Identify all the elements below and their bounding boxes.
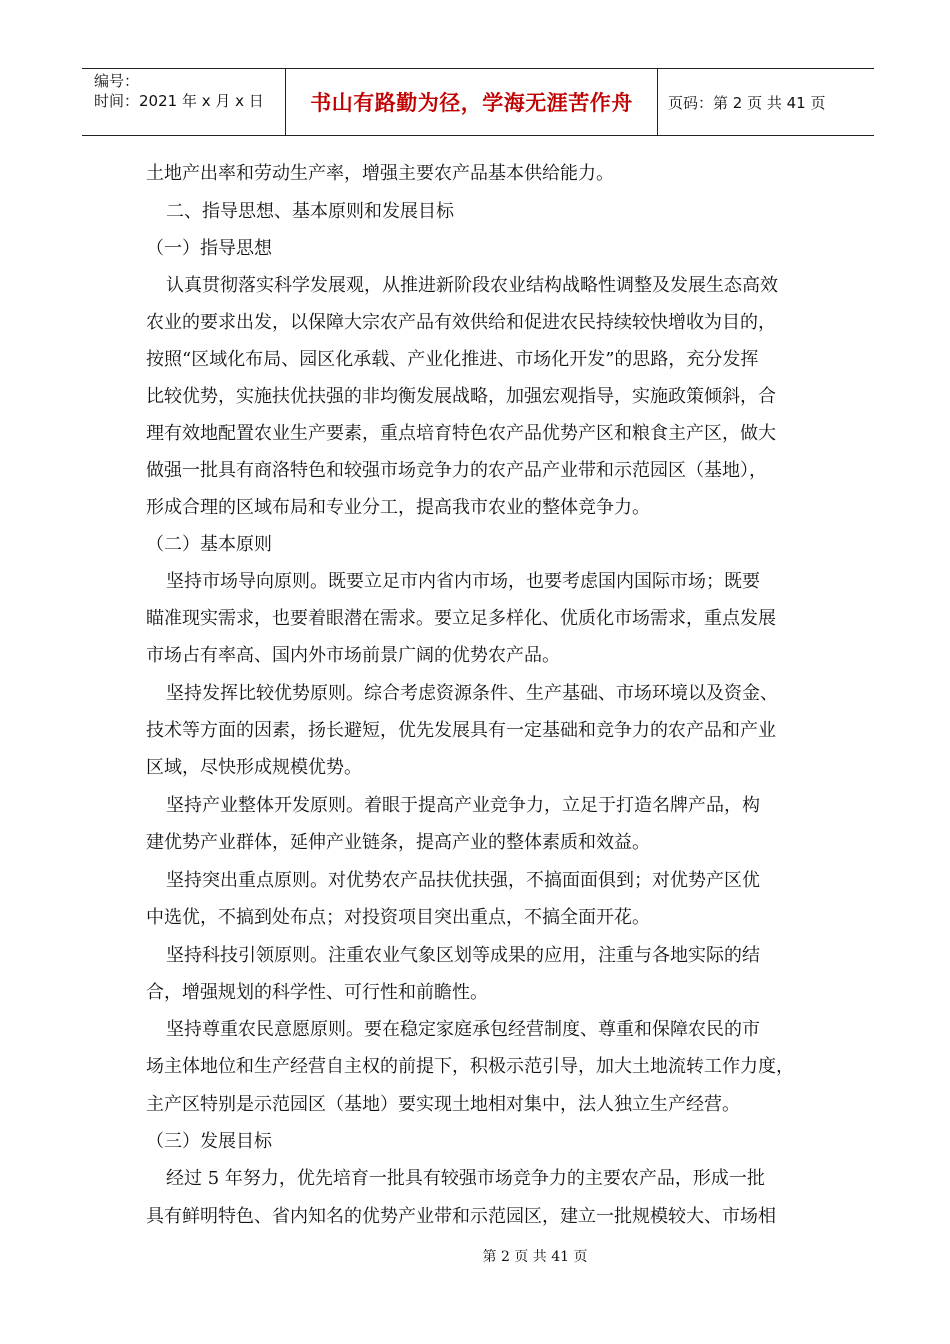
body-line: 坚持尊重农民意愿原则。要在稳定家庭承包经营制度、尊重和保障农民的市 [166, 1019, 760, 1040]
body-line: 具有鲜明特色、省内知名的优势产业带和示范园区，建立一批规模较大、市场相 [146, 1206, 776, 1227]
body-line: 坚持发挥比较优势原则。综合考虑资源条件、生产基础、市场环境以及资金、 [166, 683, 778, 704]
subsection-heading: （二）基本原则 [146, 534, 272, 555]
header-motto: 书山有路勤为径，学海无涯苦作舟 [285, 69, 658, 135]
document-number-label: 编号： [94, 72, 140, 90]
body-line: 中选优，不搞到处布点；对投资项目突出重点，不搞全面开花。 [146, 907, 650, 928]
body-line: 坚持市场导向原则。既要立足市内省内市场，也要考虑国内国际市场；既要 [166, 571, 760, 592]
subsection-heading: （三）发展目标 [146, 1131, 272, 1152]
body-line: 比较优势，实施扶优扶强的非均衡发展战略，加强宏观指导，实施政策倾斜，合 [146, 386, 776, 407]
document-date-label: 时间：2021 年 x 月 x 日 [94, 92, 264, 110]
body-line: 经过 5 年努力，优先培育一批具有较强市场竞争力的主要农产品，形成一批 [166, 1168, 765, 1189]
footer-page-number: 第 2 页 共 41 页 [482, 1249, 588, 1265]
body-line: 瞄准现实需求，也要着眼潜在需求。要立足多样化、优质化市场需求，重点发展 [146, 608, 776, 629]
body-line: 认真贯彻落实科学发展观，从推进新阶段农业结构战略性调整及发展生态高效 [166, 275, 778, 296]
body-line: 场主体地位和生产经营自主权的前提下，积极示范引导，加大土地流转工作力度， [146, 1056, 794, 1077]
section-heading: 二、指导思想、基本原则和发展目标 [166, 201, 454, 222]
subsection-heading: （一）指导思想 [146, 238, 272, 259]
body-line: 市场占有率高、国内外市场前景广阔的优势农产品。 [146, 645, 560, 666]
body-line: 坚持科技引领原则。注重农业气象区划等成果的应用，注重与各地实际的结 [166, 945, 760, 966]
body-line: 区域，尽快形成规模优势。 [146, 757, 362, 778]
body-line: 土地产出率和劳动生产率，增强主要农产品基本供给能力。 [146, 163, 614, 184]
header-meta [82, 69, 285, 135]
page-header [82, 68, 874, 136]
body-line: 主产区特别是示范园区（基地）要实现土地相对集中，法人独立生产经营。 [146, 1094, 740, 1115]
header-page-code: 页码：第 2 页 共 41 页 [668, 93, 826, 112]
body-line: 合，增强规划的科学性、可行性和前瞻性。 [146, 982, 488, 1003]
body-line: 技术等方面的因素，扬长避短，优先发展具有一定基础和竞争力的农产品和产业 [146, 720, 776, 741]
body-line: 农业的要求出发，以保障大宗农产品有效供给和促进农民持续较快增收为目的， [146, 312, 776, 333]
body-line: 按照“区域化布局、园区化承载、产业化推进、市场化开发”的思路，充分发挥 [146, 349, 759, 370]
page-footer [0, 1246, 950, 1266]
body-line: 坚持产业整体开发原则。着眼于提高产业竞争力，立足于打造名牌产品，构 [166, 795, 760, 816]
body-line: 坚持突出重点原则。对优势农产品扶优扶强，不搞面面俱到；对优势产区优 [166, 870, 760, 891]
body-line: 做强一批具有商洛特色和较强市场竞争力的农产品产业带和示范园区（基地）， [146, 460, 767, 481]
body-line: 形成合理的区域布局和专业分工，提高我市农业的整体竞争力。 [146, 497, 650, 518]
body-line: 理有效地配置农业生产要素，重点培育特色农产品优势产区和粮食主产区，做大 [146, 423, 776, 444]
body-line: 建优势产业群体，延伸产业链条，提高产业的整体素质和效益。 [146, 832, 650, 853]
